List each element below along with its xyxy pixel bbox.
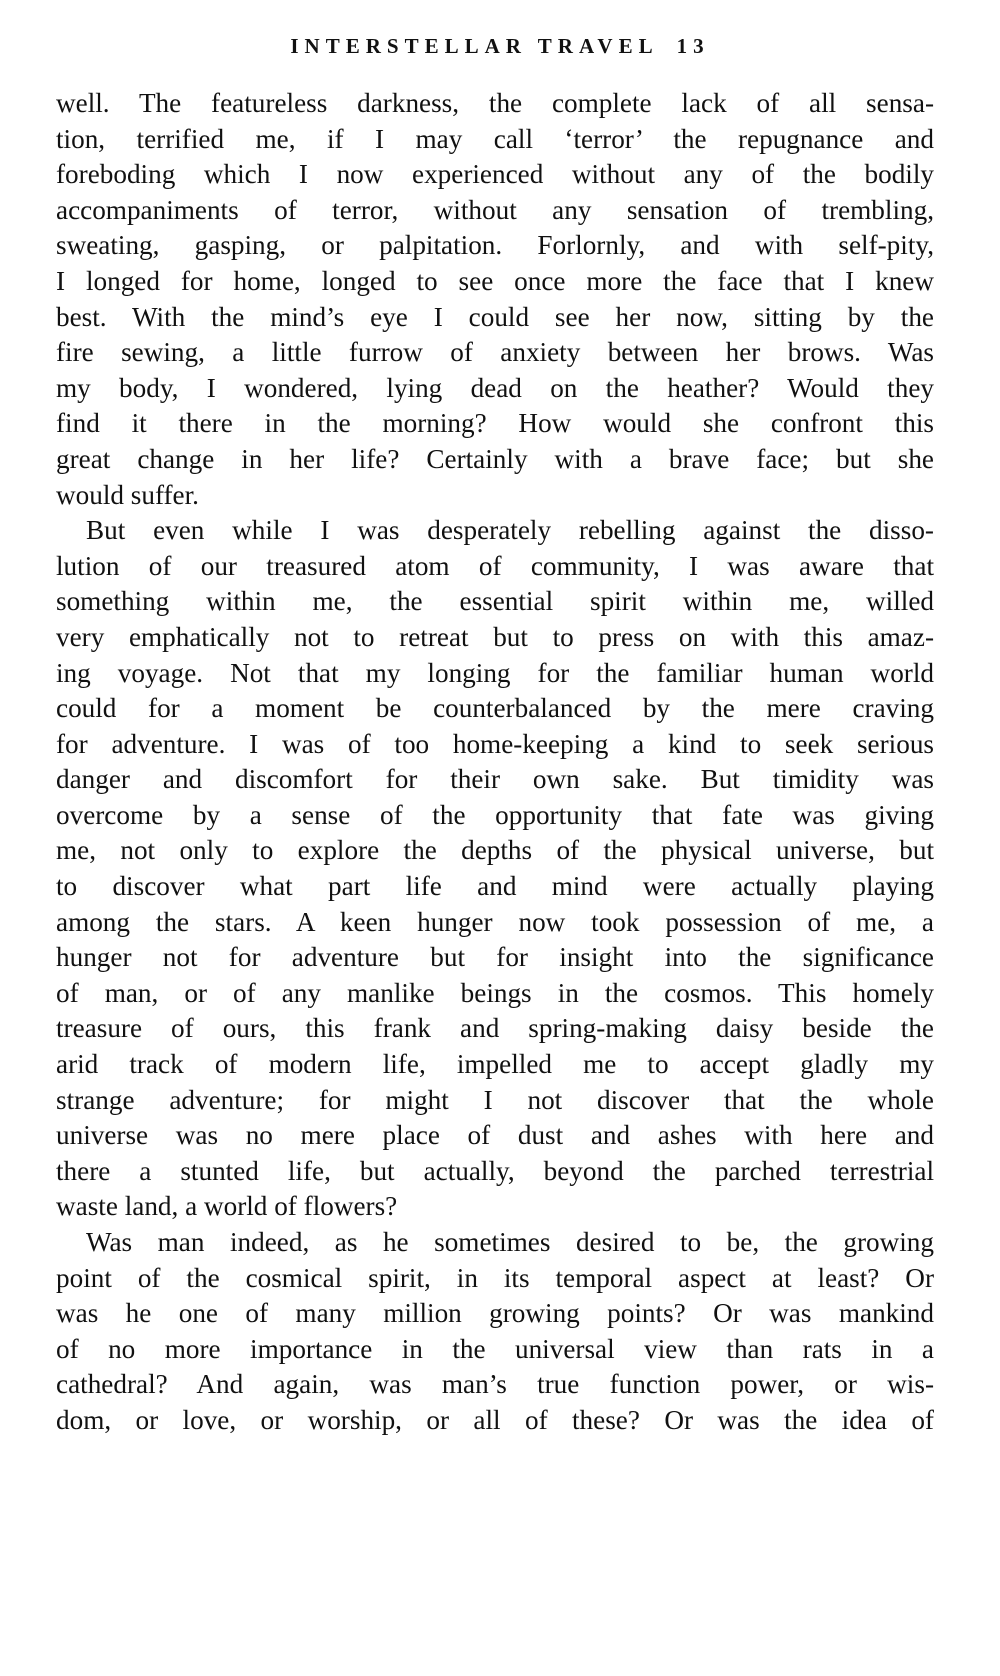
text-line: of no more importance in the universal view than rats in a [56,1333,934,1364]
page-number: 13 [676,34,710,58]
text-line: I longed for home, longed to see once more the face that I knew [56,265,934,296]
text-line: my body, I wondered, lying dead on the heather? Would they [56,372,934,403]
text-line: treasure of ours, this frank and spring-making daisy beside the [56,1013,934,1044]
text-line: dom, or love, or worship, or all of these? Or was the idea of [56,1404,934,1435]
text-line: arid track of modern life, impelled me to accept gladly my [56,1049,934,1080]
text-line: great change in her life? Certainly with a brave face; but she [56,443,934,474]
body-text [56,86,934,1439]
text-line: of man, or of any manlike beings in the cosmos. This homely [56,977,934,1008]
text-line: to discover what part life and mind were actually playing [56,871,934,902]
text-line: was he one of many million growing points? Or was mankind [56,1298,934,1329]
text-line: best. With the mind’s eye I could see her now, sitting by the [56,301,934,332]
running-head [0,34,1000,59]
text-line: danger and discomfort for their own sake. But timidity was [56,764,934,795]
text-line: Was man indeed, as he sometimes desired to be, the growing [86,1227,934,1257]
text-line: lution of our treasured atom of community, I was aware that [56,550,934,581]
text-line: would suffer. [56,479,199,510]
paragraph-2 [56,513,934,1225]
text-line: foreboding which I now experienced without any of the bodily [56,159,934,190]
text-line: waste land, a world of flowers? [56,1191,398,1222]
running-head-title: INTERSTELLAR TRAVEL [290,34,659,58]
text-line: me, not only to explore the depths of the physical universe, but [56,835,934,866]
text-line: point of the cosmical spirit, in its temporal aspect at least? Or [56,1262,934,1293]
paragraph-3 [56,1225,934,1439]
text-line: cathedral? And again, was man’s true function power, or wis- [56,1369,934,1400]
text-line: there a stunted life, but actually, beyond the parched terrestrial [56,1155,934,1186]
text-line: find it there in the morning? How would she confront this [56,408,934,439]
text-line: universe was no mere place of dust and ashes with here and [56,1120,934,1151]
text-line: ing voyage. Not that my longing for the familiar human world [56,657,934,688]
text-line: strange adventure; for might I not discover that the whole [56,1084,934,1115]
text-line: But even while I was desperately rebelling against the disso- [86,515,934,546]
text-line: accompaniments of terror, without any sensation of trembling, [56,194,934,225]
text-line: well. The featureless darkness, the complete lack of all sensa- [56,88,934,118]
text-line: for adventure. I was of too home-keeping a kind to seek serious [56,728,934,759]
paragraph-1 [56,86,934,513]
text-line: sweating, gasping, or palpitation. Forlornly, and with self-pity, [56,230,934,261]
text-line: overcome by a sense of the opportunity that fate was giving [56,799,934,830]
text-line: something within me, the essential spirit within me, willed [56,586,934,617]
text-line: could for a moment be counterbalanced by the mere craving [56,693,934,724]
text-line: tion, terrified me, if I may call ‘terror’ the repugnance and [56,123,934,154]
text-line: among the stars. A keen hunger now took possession of me, a [56,906,934,937]
text-line: fire sewing, a little furrow of anxiety between her brows. Was [56,337,934,368]
text-line: very emphatically not to retreat but to press on with this amaz- [56,621,934,652]
text-line: hunger not for adventure but for insight into the significance [56,942,934,973]
